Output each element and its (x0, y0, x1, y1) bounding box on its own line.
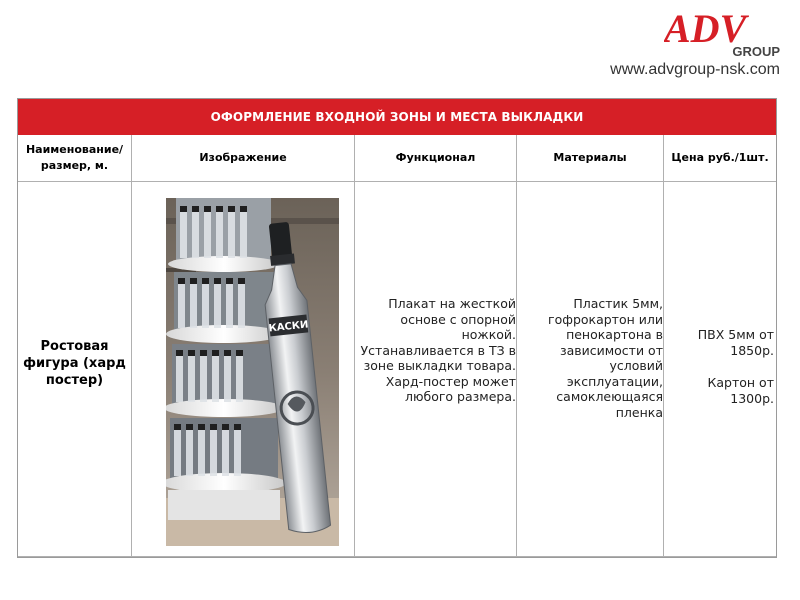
row-name: Ростовая фигура (хард постер) (23, 339, 126, 388)
row-function-cell (355, 182, 517, 557)
row-price-cell (664, 182, 776, 557)
bottle-label-text: КАСКИ (268, 319, 309, 335)
header-materials-label: Материалы (553, 151, 627, 164)
logo-sub-text: GROUP (732, 44, 780, 59)
header-name (18, 135, 132, 182)
row-function: Плакат на жесткой основе с опорной ножкой. Устанавливается в ТЗ в зоне выкладки товара. Хард-постер может любого размера. (360, 296, 516, 404)
price-cardboard: Картон от 1300р. (707, 375, 774, 406)
table-title: ОФОРМЛЕНИЕ ВХОДНОЙ ЗОНЫ И МЕСТА ВЫКЛАДКИ (18, 99, 776, 135)
header-image (132, 135, 355, 182)
header-function (355, 135, 517, 182)
row-materials-cell (517, 182, 664, 557)
vodka-bottle-standee-photo (166, 198, 339, 546)
row-materials: Пластик 5мм, гофрокартон или пенокартона в зависимости от условий эксплуатации, самоклеющаяся пленка (548, 296, 663, 420)
header-function-label: Функционал (395, 151, 476, 164)
row-image-cell (132, 182, 355, 557)
header-materials (517, 135, 664, 182)
product-table (17, 98, 777, 558)
row-price (668, 327, 774, 407)
website-url[interactable]: www.advgroup-nsk.com (610, 61, 780, 78)
logo-mark-text: ADV (664, 10, 747, 51)
header-name-label: Наименование/ размер, м. (25, 143, 124, 172)
header-price-label: Цена руб./1шт. (671, 151, 769, 164)
display-stand-icon (166, 198, 286, 520)
row-name-cell (18, 182, 132, 557)
adv-group-logo (664, 10, 784, 60)
price-pvc: ПВХ 5мм от 1850р. (697, 327, 774, 358)
header-image-label: Изображение (199, 151, 287, 164)
header-price (664, 135, 776, 182)
